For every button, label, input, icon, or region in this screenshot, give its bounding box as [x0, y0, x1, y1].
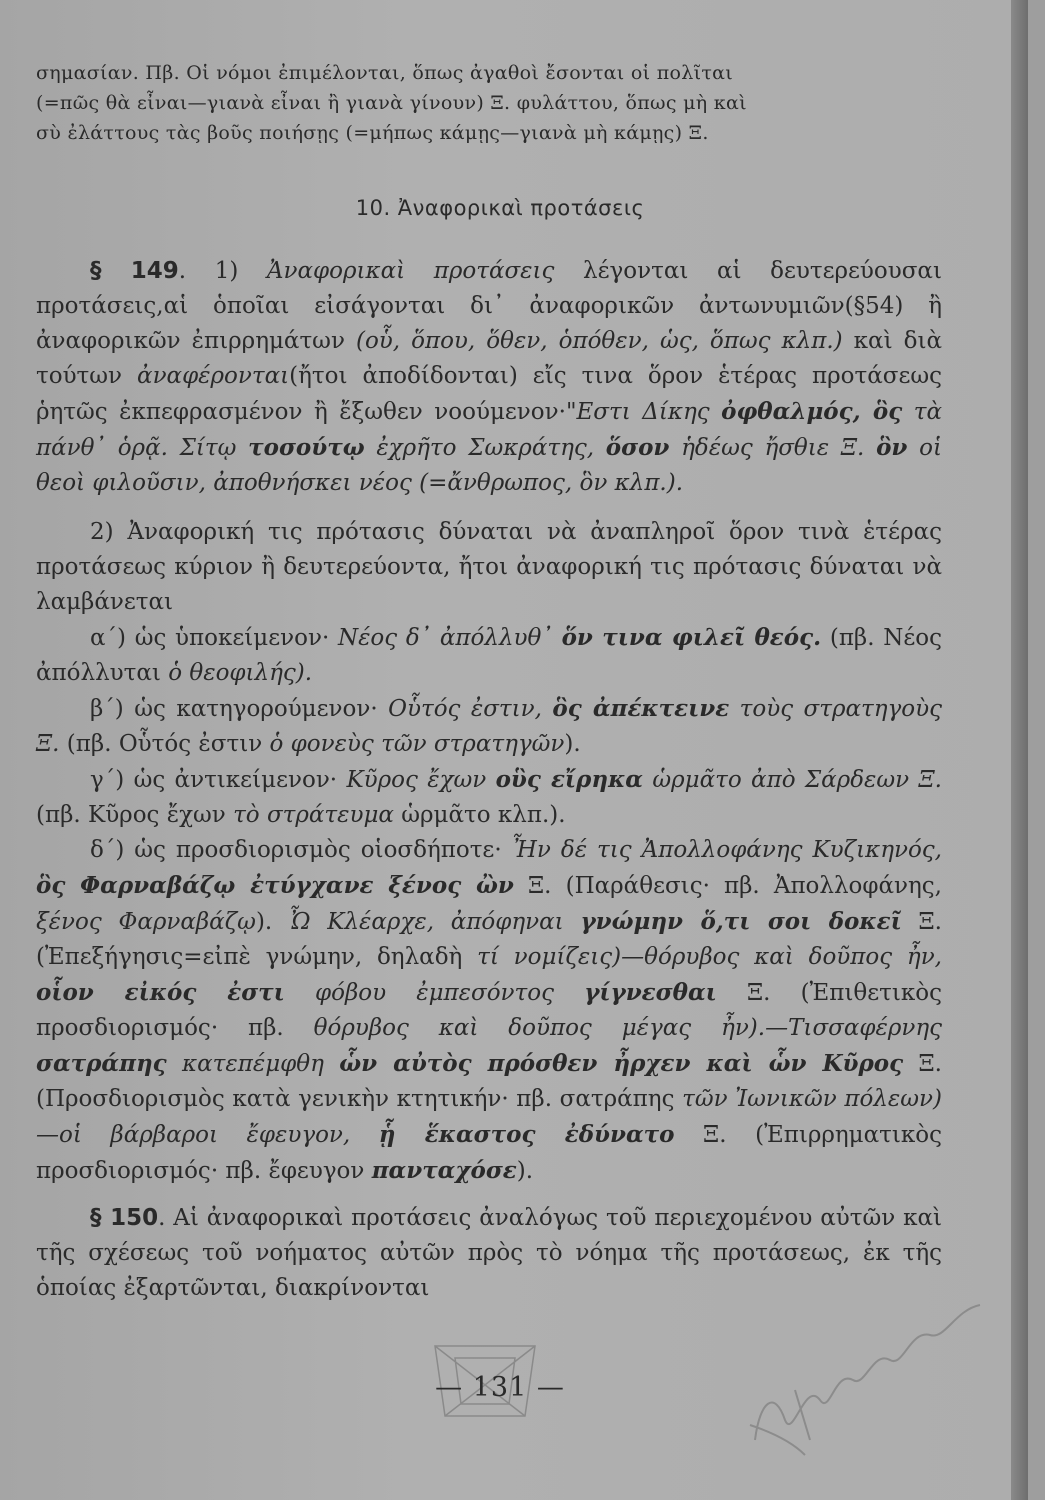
- section-heading: 10. Ἀναφορικαὶ προτάσεις: [355, 196, 645, 220]
- example-bold: ὃς Φαρναβάζῳ ἐτύγχανε ξένος ὢν: [36, 872, 514, 899]
- example-bold: ὀφθαλμός, ὃς: [721, 398, 903, 425]
- example: κατεπέμφθη: [166, 1051, 340, 1077]
- example: ἡδέως ἤσθιε Ξ.: [669, 435, 877, 461]
- example: φόβου ἐμπεσόντος: [284, 980, 585, 1006]
- comparison-italic: τὸ στράτευμα: [233, 802, 394, 828]
- key-verb: ἀναφέρονται: [137, 363, 290, 389]
- item-beta: [36, 691, 942, 762]
- item-alpha: [36, 620, 942, 691]
- page-number: — 131 —: [435, 1372, 565, 1403]
- example: ὃν κλπ.).: [572, 470, 684, 496]
- handwritten-signature: [735, 1290, 1005, 1460]
- example-bold: ᾗ ἕκαστος ἐδύνατο: [378, 1121, 675, 1148]
- example-bold: γίγνεσθαι: [584, 979, 717, 1006]
- example-bold: ὅσον: [605, 434, 670, 461]
- text-run: λέγονται αἱ δευτερεύουσαι προτάσεις,αἱ ὁποῖαι εἰσάγονται δι᾿ ἀναφορικῶν ἀντωνυμιῶν(§54) ἢ ἀναφορικῶν ἐπιρρημάτων: [36, 258, 942, 354]
- comparison: (πβ. Κῦρος ἔχων: [36, 802, 234, 828]
- example: Ὦ Κλέαρχε, ἀπόφηναι: [288, 909, 581, 935]
- example-bold: πανταχόσε: [371, 1157, 517, 1184]
- example: τί νομίζεις: [477, 944, 613, 970]
- item-lead: δ΄) ὡς προσδιορισμὸς οἱοσδήποτε·: [90, 837, 502, 863]
- comparison-italic: ὁ θεοφιλής).: [168, 660, 313, 686]
- example-bold: ὃν: [876, 434, 908, 461]
- body-text: [36, 254, 942, 1306]
- example: ).—Τισσαφέρνης: [748, 1015, 942, 1041]
- example-bold: σατράπης: [36, 1050, 167, 1077]
- example-bold: γνώμην ὅ,τι σοι δοκεῖ: [580, 908, 902, 935]
- comparison: Ξ. (Ἐπιθετικὸς προσδιορισμός· πβ.: [36, 980, 943, 1041]
- comparison: ).: [516, 1158, 534, 1184]
- example: =ἄνθρωπος,: [428, 470, 573, 496]
- top-continuation: [36, 58, 942, 148]
- example: τοὺς στρατηγοὺς Ξ.: [36, 696, 942, 757]
- example-bold: ὅν τινα φιλεῖ θεός.: [561, 624, 822, 651]
- top-line: σημασίαν. Πβ. Οἱ νόμοι ἐπιμέλονται, ὅπως ἀγαθοὶ ἔσονται οἱ πολῖται: [36, 62, 734, 84]
- comparison-italic: ὁ φονεὺς τῶν στρατηγῶν: [269, 731, 565, 757]
- example: Ἦν δέ τις Ἀπολλοφάνης Κυζικηνός,: [501, 837, 942, 863]
- example: )—οἱ βάρβαροι ἔφευγον,: [36, 1086, 942, 1148]
- top-line: (=πῶς θὰ εἶναι—γιανὰ εἶναι ἢ γιανὰ γίνουν) Ξ. φυλάττου, ὅπως μὴ καὶ: [36, 92, 747, 114]
- comparison: Ξ. (Παράθεσις· πβ. Ἀπολλοφάνης,: [513, 873, 942, 899]
- example: "Εστι Δίκης: [565, 399, 722, 425]
- example: ὡρμᾶτο ἀπὸ Σάρδεων Ξ.: [643, 767, 942, 793]
- examples-list: (οὗ, ὅπου, ὅθεν, ὁπόθεν, ὡς, ὅπως κλπ.): [355, 328, 843, 354]
- paragraph-149: [36, 254, 942, 501]
- comparison: ).: [564, 731, 581, 757]
- item-gamma: [36, 762, 942, 833]
- comparison: Ξ. (Προσδιορισμὸς κατὰ γενικὴν κτητικήν· πβ. σατράπης: [36, 1051, 942, 1112]
- comparison: (πβ. Οὗτός ἐστιν: [59, 731, 270, 757]
- comparison: ὡρμᾶτο κλπ.).: [393, 802, 566, 828]
- example: ἐχρῆτο Σωκράτης,: [364, 435, 606, 461]
- example: οἱ θεοὶ φιλοῦσιν, ἀποθνήσκει νέος (: [36, 435, 942, 496]
- example: θόρυβος καὶ δοῦπος μέγας ἦν: [313, 1015, 749, 1041]
- item-lead: β΄) ὡς κατηγορούμενον·: [90, 696, 378, 722]
- comparison-italic: ξένος Φαρναβάζῳ: [36, 909, 256, 935]
- example-bold: οὓς εἴρηκα: [495, 766, 644, 793]
- text-run: (ἤτοι ἀποδίδονται) εἴς τινα ὅρον ἑτέρας προτάσεως ῥητῶς ἐκπεφρασμένον ἢ ἔξωθεν νοούμενον·: [36, 363, 943, 425]
- top-line: σὺ ἐλάττους τὰς βοῦς ποιήσῃς (=μήπως κάμῃς—γιανὰ μὴ κάμῃς) Ξ.: [36, 122, 709, 144]
- example: τὰ πάνθ᾿ ὁρᾷ. Σίτῳ: [36, 399, 942, 461]
- example: τῶν Ἰωνικῶν πόλεων: [682, 1086, 934, 1112]
- paragraph-2: 2) Ἀναφορική τις πρότασις δύναται νὰ ἀναπληροῖ ὅρον τινὰ ἑτέρας προτάσεως κύριον ἢ δευτερεύοντα, ἤτοι ἀναφορική τις πρότασις δύναται νὰ λαμβάνεται: [36, 519, 942, 615]
- comparison: ).: [255, 909, 289, 935]
- item-lead: γ΄) ὡς ἀντικείμενον·: [90, 767, 338, 793]
- term: Ἀναφορικαὶ προτάσεις: [266, 258, 555, 284]
- example-bold: οἷον εἰκός ἐστι: [36, 979, 285, 1006]
- item-lead: α΄) ὡς ὑποκείμενον·: [90, 625, 330, 651]
- example-bold: τοσούτῳ: [248, 434, 365, 461]
- example-bold: ὧν αὐτὸς πρόσθεν ἦρχεν καὶ ὧν Κῦρος: [339, 1050, 904, 1077]
- comparison: Ξ. (Ἐπεξήγησις=εἰπὲ γνώμην, δηλαδὴ: [36, 909, 942, 970]
- section-number: § 150: [90, 1205, 159, 1231]
- example: Νέος δ᾿ ἀπόλλυθ᾿: [329, 625, 562, 651]
- example-bold: ὃς ἀπέκτεινε: [552, 695, 730, 722]
- example: Οὗτός ἐστιν,: [377, 696, 553, 722]
- page-edge-shadow: [1011, 0, 1028, 1500]
- text-run: καὶ διὰ τούτων: [36, 328, 943, 389]
- section-number: § 149: [90, 258, 179, 284]
- text-run: . Αἱ ἀναφορικαὶ προτάσεις ἀναλόγως τοῦ περιεχομένου αὐτῶν καὶ τῆς σχέσεως τοῦ νοήματος αὐτῶν πρὸς τὸ νόημα τῆς προτάσεως, ἐκ τῆς ὁποίας ἐξαρτῶνται, διακρίνονται: [36, 1205, 942, 1301]
- example: Κῦρος ἔχων: [337, 767, 496, 793]
- text-run: . 1): [178, 258, 267, 284]
- comparison: Ξ. (Ἐπιρρηματικὸς προσδιορισμός· πβ. ἔφευγον: [36, 1122, 942, 1184]
- example: )—θόρυβος καὶ δοῦπος ἦν,: [612, 944, 942, 970]
- comparison: (πβ. Νέος ἀπόλλυται: [36, 625, 943, 686]
- item-delta: [36, 833, 942, 1189]
